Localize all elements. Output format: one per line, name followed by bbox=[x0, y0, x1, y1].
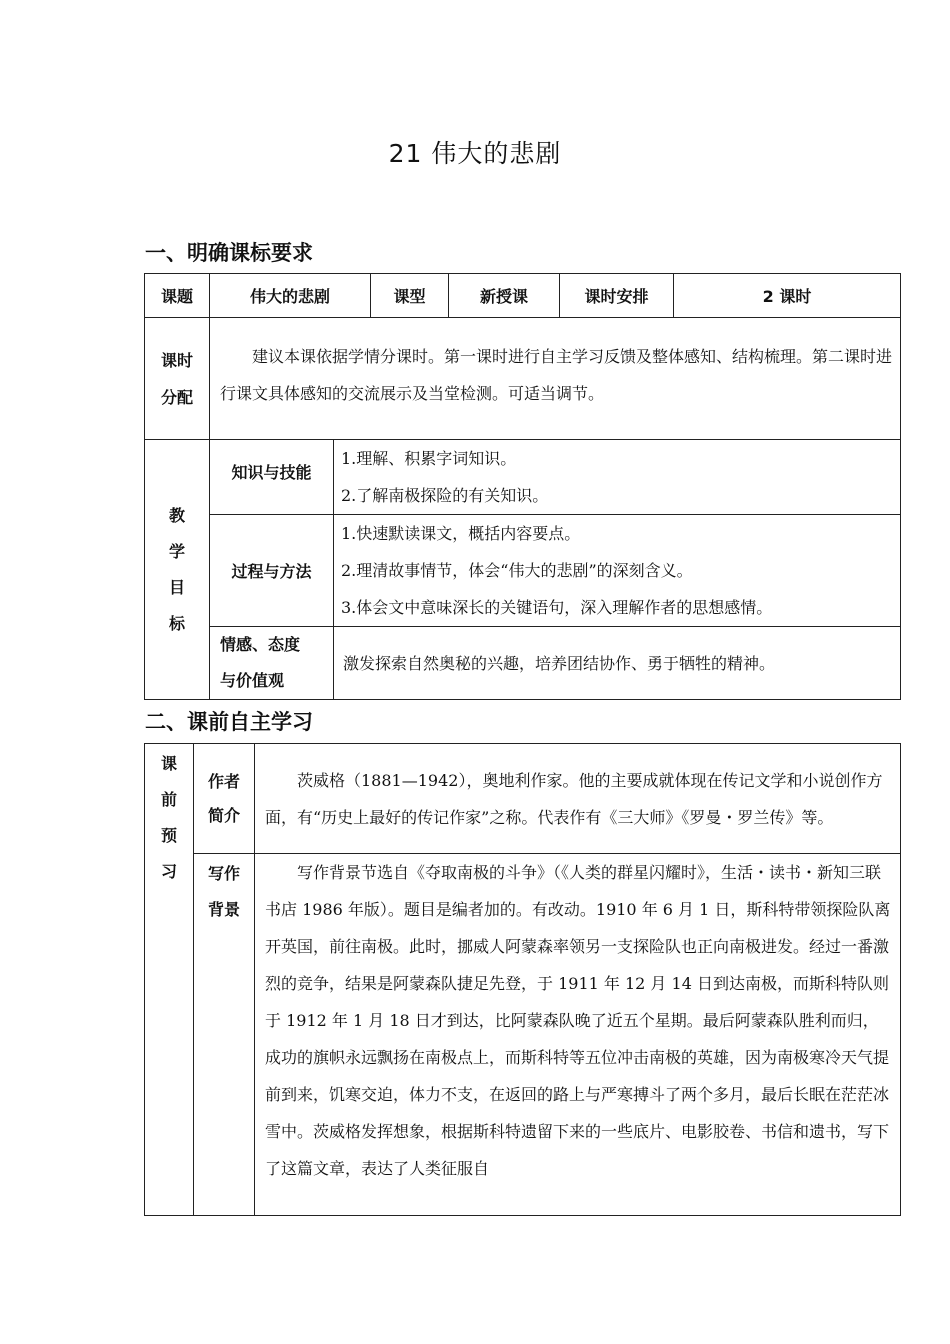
label-allocation-line1: 课时 bbox=[160, 350, 193, 370]
schedule-value: 2 课时 bbox=[674, 274, 901, 318]
label-lesson-type: 课型 bbox=[371, 274, 449, 318]
section-heading-preview: 二、课前自主学习 bbox=[145, 710, 313, 734]
objective-item: 2.了解南极探险的有关知识。 bbox=[341, 486, 549, 505]
preview-char: 习 bbox=[160, 862, 177, 881]
preview-table bbox=[144, 743, 901, 1216]
preview-char: 预 bbox=[160, 826, 177, 845]
objectives-char: 学 bbox=[168, 541, 185, 561]
label-writing-background bbox=[194, 854, 255, 1216]
label-background-line2: 背景 bbox=[207, 900, 240, 919]
objective-item: 1.快速默读课文，概括内容要点。 bbox=[341, 524, 581, 543]
preview-char: 课 bbox=[160, 754, 177, 773]
author-intro-cell bbox=[255, 744, 901, 854]
allocation-text-cell bbox=[210, 318, 901, 440]
label-author-intro bbox=[194, 744, 255, 854]
label-emotion-values bbox=[210, 627, 334, 700]
objective-item: 3.体会文中意味深长的关键语句，深入理解作者的思想感情。 bbox=[341, 598, 773, 617]
lesson-type-value: 新授课 bbox=[449, 274, 560, 318]
emotion-values-cell bbox=[334, 627, 901, 700]
knowledge-skills-cell bbox=[334, 440, 901, 515]
objective-item: 2.理清故事情节，体会“伟大的悲剧”的深刻含义。 bbox=[341, 561, 693, 580]
label-knowledge-skills: 知识与技能 bbox=[210, 440, 334, 515]
objectives-char: 教 bbox=[168, 505, 185, 525]
process-methods-cell bbox=[334, 515, 901, 627]
allocation-text: 建议本课依据学情分课时。第一课时进行自主学习反馈及整体感知、结构梳理。第二课时进行课文具体感知的交流展示及当堂检测。可适当调节。 bbox=[220, 347, 893, 403]
writing-background-text: 写作背景节选自《夺取南极的斗争》（《人类的群星闪耀时》，生活・读书・新知三联书店 1986 年版）。题目是编者加的。有改动。1910 年 6 月 1 日，斯科特带领探险队离开英国，前往南极。此时，挪威人阿蒙森率领另一支探险队也正向南极进发。经过一番激烈的竞争，结果是阿蒙森队捷足先登，于 1911 年 12 月 14 日到达南极，而斯科特队则于 1912 年 1 月 18 日才到达，比阿蒙森队晚了近五个星期。最后阿蒙森队胜利而归，成功的旗帜永远飘扬在南极点上，而斯科特等五位冲击南极的英雄，因为南极寒冷天气提前到来，饥寒交迫，体力不支，在返回的路上与严寒搏斗了两个多月，最后长眠在茫茫冰雪中。茨威格发挥想象，根据斯科特遗留下来的一些底片、电影胶卷、书信和遗书，写下了这篇文章，表达了人类征服自 bbox=[265, 863, 891, 1178]
preview-char: 前 bbox=[160, 790, 177, 809]
label-topic: 课题 bbox=[145, 274, 210, 318]
label-schedule: 课时安排 bbox=[560, 274, 674, 318]
label-author-line1: 作者 bbox=[207, 771, 240, 791]
label-allocation-line2: 分配 bbox=[160, 387, 193, 407]
objectives-char: 目 bbox=[168, 577, 185, 597]
label-background-line1: 写作 bbox=[207, 864, 240, 883]
label-allocation bbox=[145, 318, 210, 440]
label-pre-class-preview bbox=[145, 744, 194, 1216]
objectives-char: 标 bbox=[168, 613, 185, 633]
curriculum-table bbox=[144, 273, 901, 700]
label-author-line2: 简介 bbox=[207, 805, 240, 825]
topic-value: 伟大的悲剧 bbox=[210, 274, 371, 318]
writing-background-cell bbox=[255, 854, 901, 1216]
emotion-values-text: 激发探索自然奥秘的兴趣，培养团结协作、勇于牺牲的精神。 bbox=[343, 653, 776, 673]
author-intro-text: 茨威格（1881—1942），奥地利作家。他的主要成就体现在传记文学和小说创作方面，有“历史上最好的传记作家”之称。代表作有《三大师》《罗曼・罗兰传》等。 bbox=[265, 770, 883, 827]
page-title: 21 伟大的悲剧 bbox=[388, 139, 562, 168]
section-heading-curriculum: 一、明确课标要求 bbox=[145, 241, 313, 265]
label-teaching-objectives bbox=[145, 440, 210, 700]
label-process-methods: 过程与方法 bbox=[210, 515, 334, 627]
label-emotion-line2: 与价值观 bbox=[220, 671, 285, 690]
objective-item: 1.理解、积累字词知识。 bbox=[341, 449, 517, 468]
label-emotion-line1: 情感、态度 bbox=[220, 635, 301, 654]
